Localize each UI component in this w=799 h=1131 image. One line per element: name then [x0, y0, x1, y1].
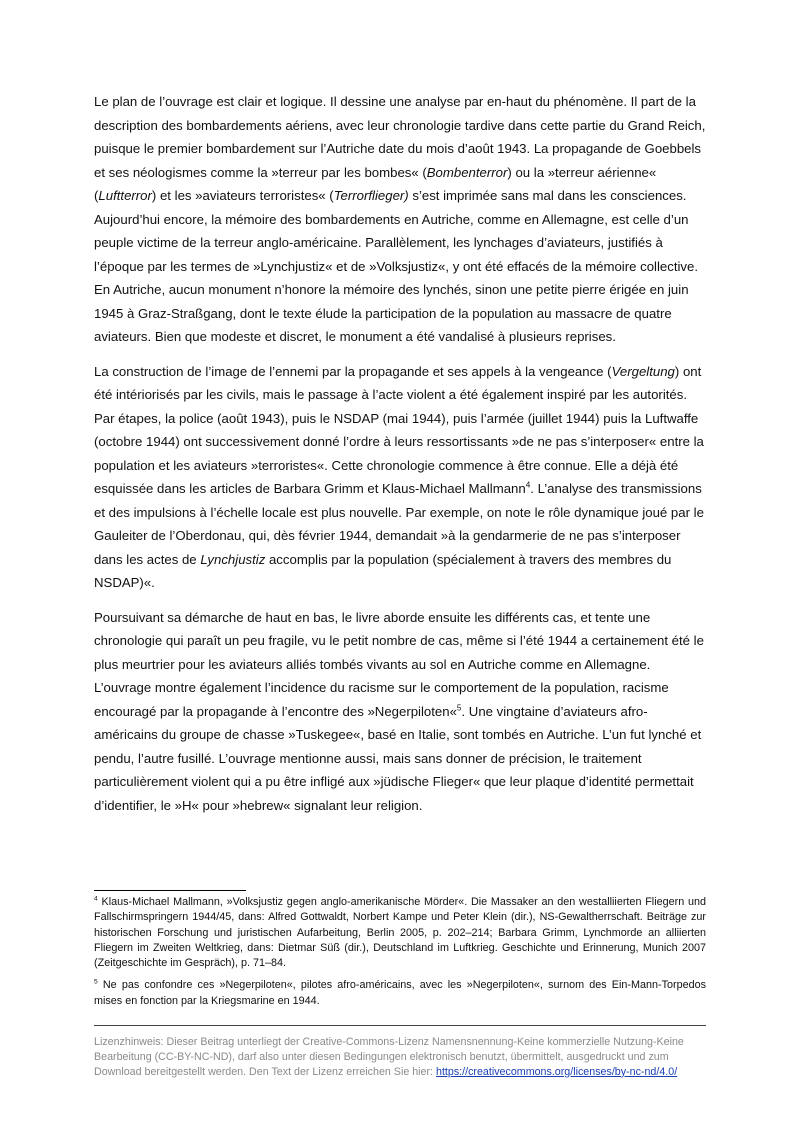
text-run: ) ou la »terreur aérienne« ( — [94, 164, 657, 203]
footnote-reference[interactable]: 4 — [525, 480, 531, 490]
license-link[interactable]: https://creativecommons.org/licenses/by-nc-nd/4.0/ — [436, 1065, 678, 1078]
footnotes — [94, 895, 706, 1016]
paragraph-1 — [94, 90, 710, 349]
italic-term: Luftterror — [98, 188, 152, 203]
italic-term: Lynchjustiz — [200, 551, 266, 567]
italic-term: Bombenterror — [426, 164, 508, 180]
text-run: . Une vingtaine d’aviateurs afro-américains du groupe de chasse »Tuskegee«, basé en Italie, sont tombés en Autriche. L’un fut lynché et pendu, l’autre fusillé. L’ouvrage mentionne aussi, mais sans donner de précision, le traitement particulièrement violent qui a pu être infligé aux »jüdische Flieger« que leur plaque d’identité permettait d’identifier, le »H« pour »hebrew« signalant leur religion. — [94, 703, 702, 813]
text-run: ) ont été intériorisés par les civils, mais le passage à l’acte violent a été également inspiré par les autorités. Par étapes, la police (août 1943), puis le NSDAP (mai 1944), puis l’armée (juillet 1944) puis la Luftwaffe (octobre 1944) ont successivement donné l’ordre à leurs ressortissants »de ne pas s’interposer« entre la population et les aviateurs »terroristes«. Cette chronologie commence à être connue. Elle a déjà été esquissée dans les articles de Barbara Grimm et Klaus-Michael Mallmann — [94, 363, 704, 496]
footnote-reference[interactable]: 5 — [456, 703, 462, 713]
license-notice — [94, 1035, 706, 1079]
text-run: La construction de l’image de l’ennemi par la propagande et ses appels à la vengeance ( — [94, 363, 612, 379]
footnote-5 — [94, 978, 706, 1009]
text-run: . L’analyse des transmissions et des impulsions à l’échelle locale est plus nouvelle. Par exemple, on note le rôle dynamique joué par le Gauleiter de l’Oberdonau, qui, dès février 1944, demandait »à la gendarmerie de ne pas s’interposer dans les actes de — [94, 481, 704, 567]
footnote-4-number: 4 — [94, 895, 98, 903]
paragraph-2 — [94, 360, 710, 595]
text-run: ) et les »aviateurs terroristes« ( — [151, 188, 334, 203]
license-text: Lizenzhinweis: Dieser Beitrag unterliegt der Creative-Commons-Lizenz Namensnennung-Keine kommerzielle Nutzung-Keine Bearbeitung (CC-BY-NC-ND), darf also unter diesen Bedingungen elektronisch benutzt, übermittelt, ausgedruckt und zum Download bereitgestellt werden. Den Text der Lizenz erreichen Sie hier: — [94, 1036, 684, 1078]
footnote-5-number: 5 — [94, 978, 98, 986]
footnote-5-text: Ne pas confondre ces »Negerpiloten«, pilotes afro-américains, avec les »Negerpiloten«, surnom des Ein-Mann-Torpedos mises en fonction par la Kriegsmarine en 1944. — [94, 979, 706, 1007]
footnote-separator — [94, 890, 246, 891]
text-run: Poursuivant sa démarche de haut en bas, le livre aborde ensuite les différents cas, et tente une chronologie qui paraît un peu fragile, vu le petit nombre de cas, même si l’été 1944 a certainement été le plus meurtrier pour les aviateurs alliés tombés vivants au sol en Autriche comme en Allemagne. L’ouvrage montre également l’incidence du racisme sur le comportement de la population, racisme encouragé par la propagande à l’encontre des »Negerpiloten« — [94, 609, 704, 719]
text-run: accomplis par la population (spécialement à travers des membres du NSDAP)«. — [94, 551, 672, 590]
paragraph-3 — [94, 606, 710, 818]
main-body — [94, 90, 710, 828]
text-run: s’est imprimée sans mal dans les consciences. Aujourd’hui encore, la mémoire des bombardements en Autriche, comme en Allemagne, est celle d’un peuple victime de la terreur anglo-américaine. Parallèlement, les lynchages d’aviateurs, justifiés à l’époque par les termes de »Lynchjustiz« et de »Volksjustiz«, y ont été effacés de la mémoire collective. En Autriche, aucun monument n’honore la mémoire des lynchés, sinon une petite pierre érigée en juin 1945 à Graz-Straßgang, dont le texte élude la participation de la population au massacre de quatre aviateurs. Bien que modeste et discret, le monument a été vandalisé à plusieurs reprises. — [94, 188, 699, 344]
text-run: Le plan de l’ouvrage est clair et logique. Il dessine une analyse par en-haut du phénomène. Il part de la description des bombardements aériens, avec leur chronologie tardive dans cette partie du Grand Reich, puisque le premier bombardement sur l’Autriche date du mois d’août 1943. La propagande de Goebbels et ses néologismes comme la »terreur par les bombes« ( — [94, 94, 706, 180]
italic-term: Terrorflieger) — [333, 188, 409, 203]
italic-term: Vergeltung — [611, 363, 675, 379]
license-separator — [94, 1025, 706, 1026]
footnote-4-text: Klaus-Michael Mallmann, »Volksjustiz gegen anglo-amerikanische Mörder«. Die Massaker an den westalliierten Fliegern und Fallschirmspringern 1944/45, dans: Alfred Gottwaldt, Norbert Kampe und Peter Klein (dir.), NS-Gewaltherrschaft. Beiträge zur historischen Forschung und juristischen Aufarbeitung, Berlin 2005, p. 202–214; Barbara Grimm, Lynchmorde an alliierten Fliegern im Zweiten Weltkrieg, dans: Dietmar Süß (dir.), Deutschland im Luftkrieg. Geschichte und Erinnerung, Munich 2007 (Zeitgeschichte im Gespräch), p. 71–84. — [94, 896, 706, 970]
footnote-4 — [94, 895, 706, 971]
